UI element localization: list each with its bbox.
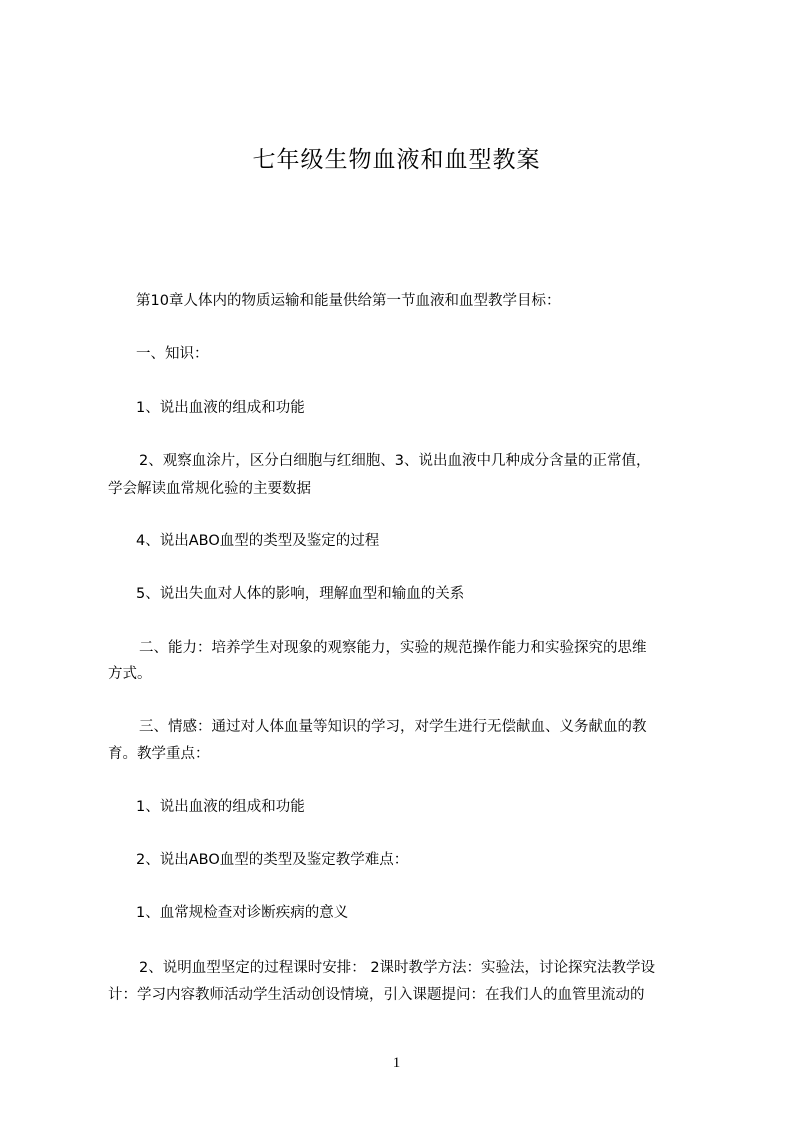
paragraph-ability-line2: 方式。 (108, 666, 152, 682)
list-item-key-point-2: 2、说出ABO血型的类型及鉴定教学难点： (136, 852, 409, 868)
list-item-difficulty-1: 1、血常规检查对诊断疾病的意义 (136, 905, 349, 921)
paragraph-chapter-objectives: 第10章人体内的物质运输和能量供给第一节血液和血型教学目标： (136, 293, 561, 309)
heading-knowledge: 一、知识： (136, 346, 209, 362)
list-item-knowledge-1: 1、说出血液的组成和功能 (136, 400, 305, 416)
paragraph-ability-line1: 二、能力：培养学生对现象的观察能力，实验的规范操作能力和实验探究的思维 (139, 640, 647, 656)
page-number: 1 (392, 1055, 401, 1071)
paragraph-emotion-line1: 三、情感：通过对人体血量等知识的学习，对学生进行无偿献血、义务献血的教 (139, 719, 647, 735)
list-item-knowledge-2-line2: 学会解读血常规化验的主要数据 (108, 481, 311, 497)
list-item-knowledge-4: 4、说出ABO血型的类型及鉴定的过程 (136, 533, 380, 549)
paragraph-schedule-line1: 2、说明血型坚定的过程课时安排： 2课时教学方法：实验法，讨论探究法教学设 (139, 960, 656, 976)
paragraph-emotion-line2: 育。教学重点： (108, 746, 210, 762)
paragraph-schedule-line2: 计：学习内容教师活动学生活动创设情境，引入课题提问：在我们人的血管里流动的 (108, 987, 645, 1003)
list-item-key-point-1: 1、说出血液的组成和功能 (136, 799, 305, 815)
document-title: 七年级生物血液和血型教案 (252, 147, 541, 173)
list-item-knowledge-5: 5、说出失血对人体的影响，理解血型和输血的关系 (136, 586, 465, 602)
list-item-knowledge-2-line1: 2、观察血涂片，区分白细胞与红细胞、3、说出血液中几种成分含量的正常值， (139, 453, 651, 469)
